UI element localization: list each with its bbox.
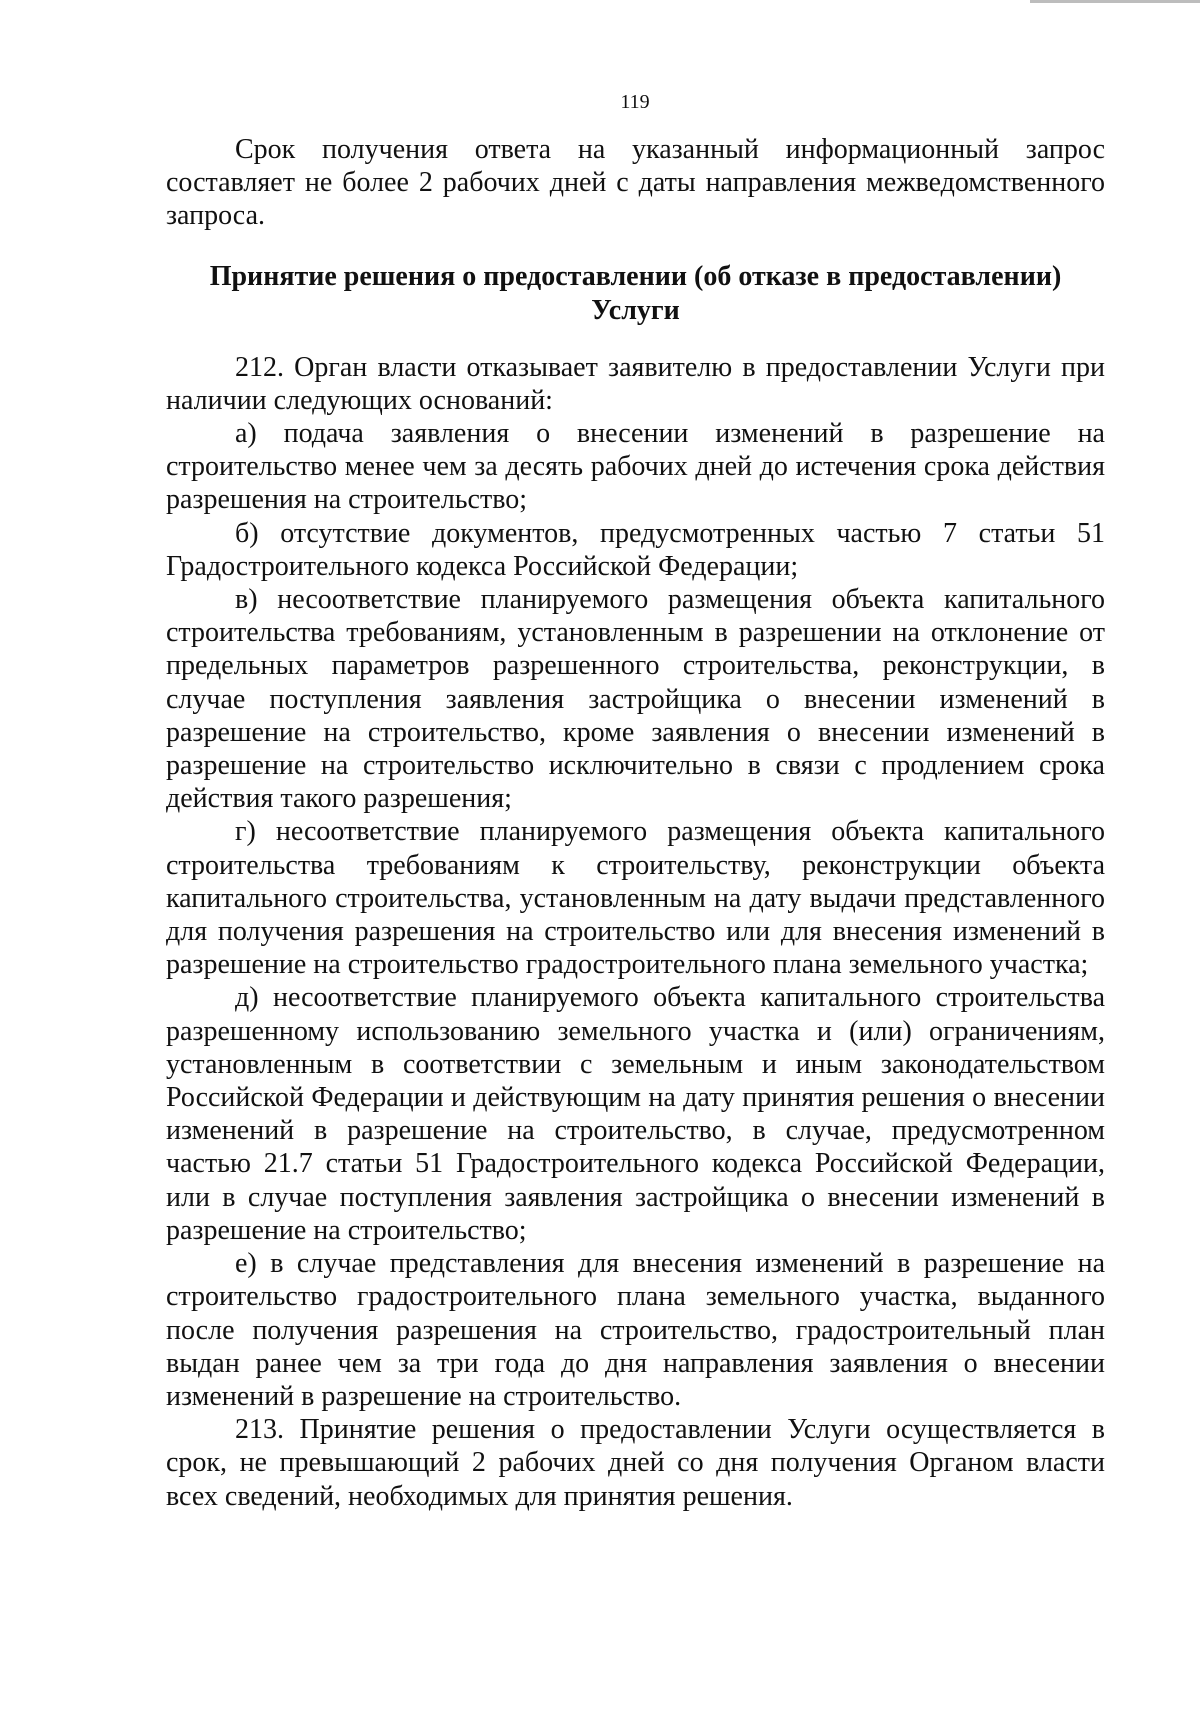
scan-edge-line [1030, 0, 1200, 3]
section-heading [166, 260, 1105, 328]
page-number: 119 [620, 91, 650, 113]
clause-212-item-e: е) в случае представления для внесения изменений в разрешение на строительство градостроительного плана земельного участка, выданного после получения разрешения на строительство, градостроительный план выдан ранее чем за три года до дня направления заявления о внесении изменений в разрешение на строительство. [166, 1248, 1105, 1412]
clause-212-item-v: в) несоответствие планируемого размещения объекта капитального строительства требованиям, установленным в разрешении на отклонение от предельных параметров разрешенного строительства, реконструкции, в случае поступления заявления застройщика о внесении изменений в разрешение на строительство, кроме заявления о внесении изменений в разрешение на строительство исключительно в связи с продлением срока действия такого разрешения; [166, 584, 1105, 815]
clause-213: 213. Принятие решения о предоставлении Услуги осуществляется в срок, не превышающий 2 рабочих дней со дня получения Органом власти всех сведений, необходимых для принятия решения. [166, 1414, 1105, 1512]
intro-paragraph: Срок получения ответа на указанный информационный запрос составляет не более 2 рабочих дней с даты направления межведомственного запроса. [166, 134, 1105, 232]
clause-212-item-g: г) несоответствие планируемого размещения объекта капитального строительства требованиям к строительству, реконструкции объекта капитального строительства, установленным на дату выдачи представленного для получения разрешения на строительство или для внесения изменений в разрешение на строительство градостроительного плана земельного участка; [166, 816, 1105, 981]
section-heading-line-2: Услуги [591, 294, 680, 326]
section-heading-line-1: Принятие решения о предоставлении (об отказе в предоставлении) [209, 260, 1062, 292]
document-body [166, 133, 1105, 1513]
clause-212: 212. Орган власти отказывает заявителю в предоставлении Услуги при наличии следующих оснований: [166, 351, 1105, 416]
clause-212-item-d: д) несоответствие планируемого объекта капитального строительства разрешенному использованию земельного участка и (или) ограничениям, установленным в соответствии с земельным и иным законодательством Российской Федерации и действующим на дату принятия решения о внесении изменений в разрешение на строительство, в случае, предусмотренном частью 21.7 статьи 51 Градостроительного кодекса Российской Федерации, или в случае поступления заявления застройщика о внесении изменений в разрешение на строительство; [166, 982, 1105, 1246]
clause-212-item-b: б) отсутствие документов, предусмотренных частью 7 статьи 51 Градостроительного кодекса Российской Федерации; [166, 517, 1105, 582]
clause-212-item-a: а) подача заявления о внесении изменений в разрешение на строительство менее чем за десять рабочих дней до истечения срока действия разрешения на строительство; [166, 418, 1105, 516]
